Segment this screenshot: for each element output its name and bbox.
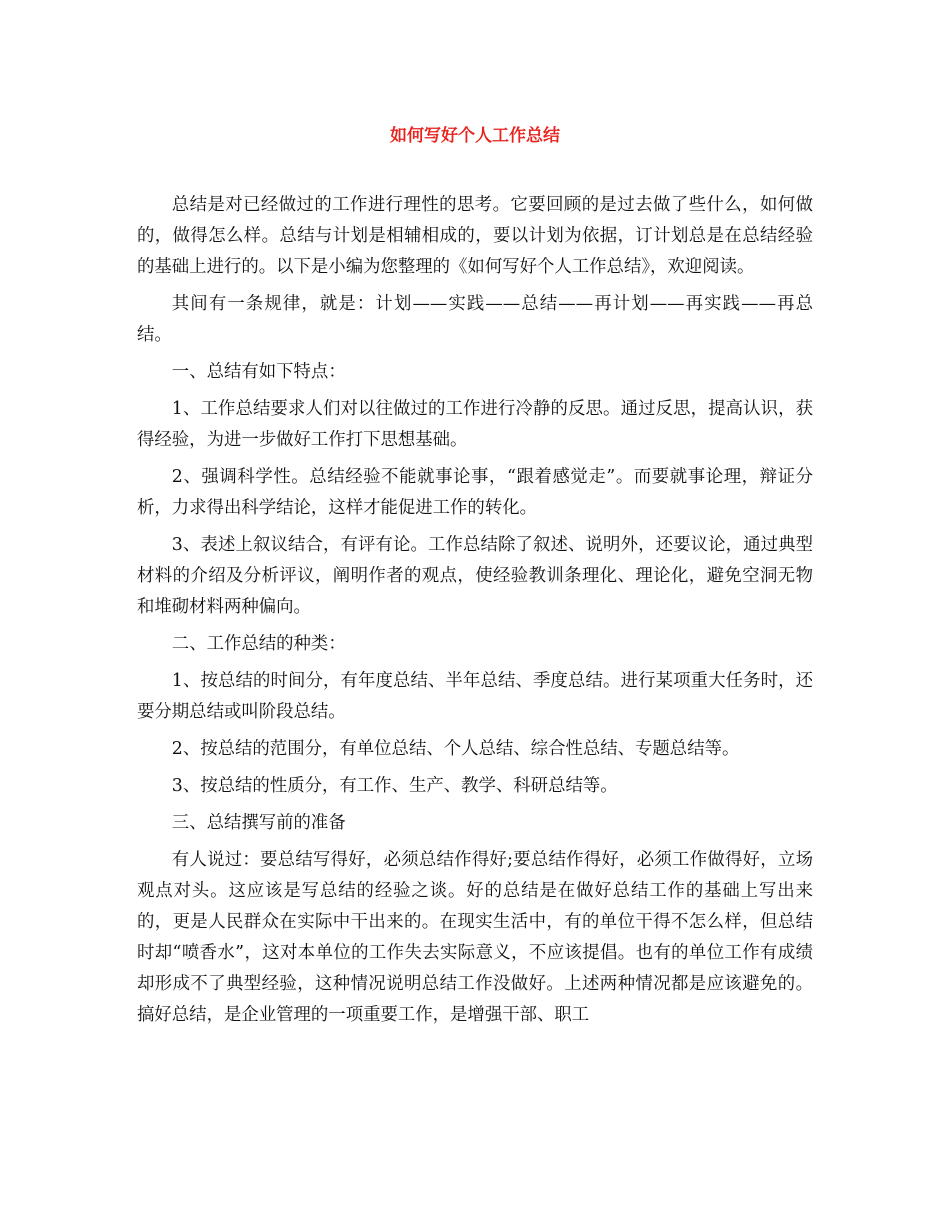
section-heading-types: 二、工作总结的种类： xyxy=(171,634,346,654)
document-body xyxy=(137,190,813,1037)
document-title: 如何写好个人工作总结 xyxy=(390,126,560,146)
paragraph-intro: 总结是对已经做过的工作进行理性的思考。它要回顾的是过去做了些什么，如何做的，做得怎么样。总结与计划是相辅相成的，要以计划为依据，订计划总是在总结经验的基础上进行的。以下是小编为您整理的《如何写好个人工作总结》，欢迎阅读。 xyxy=(137,195,813,277)
section-heading-features: 一、总结有如下特点： xyxy=(171,362,346,382)
paragraph-feature-1: 1、工作总结要求人们对以往做过的工作进行冷静的反思。通过反思，提高认识，获得经验，为进一步做好工作打下思想基础。 xyxy=(137,399,813,450)
paragraph-type-3: 3、按总结的性质分，有工作、生产、教学、科研总结等。 xyxy=(171,776,618,796)
section-heading-preparation: 三、总结撰写前的准备 xyxy=(171,813,346,833)
paragraph-feature-3: 3、表述上叙议结合，有评有论。工作总结除了叙述、说明外，还要议论，通过典型材料的介绍及分析评议，阐明作者的观点，使经验教训条理化、理论化，避免空洞无物和堆砌材料两种偏向。 xyxy=(137,535,813,617)
paragraph-type-2: 2、按总结的范围分，有单位总结、个人总结、综合性总结、专题总结等。 xyxy=(171,739,740,759)
paragraph-type-1: 1、按总结的时间分，有年度总结、半年总结、季度总结。进行某项重大任务时，还要分期总结或叫阶段总结。 xyxy=(137,671,813,722)
paragraph-preparation: 有人说过：要总结写得好，必须总结作得好;要总结作得好，必须工作做得好，立场观点对头。这应该是写总结的经验之谈。好的总结是在做好总结工作的基础上写出来的，更是人民群众在实际中干出来的。在现实生活中，有的单位干得不怎么样，但总结时却“喷香水”，这对本单位的工作失去实际意义，不应该提倡。也有的单位工作有成绩却形成不了典型经验，这种情况说明总结工作没做好。上述两种情况都是应该避免的。搞好总结，是企业管理的一项重要工作，是增强干部、职工 xyxy=(137,850,813,1025)
paragraph-feature-2: 2、强调科学性。总结经验不能就事论事，“跟着感觉走”。而要就事论理，辩证分析，力求得出科学结论，这样才能促进工作的转化。 xyxy=(137,467,813,518)
paragraph-rule: 其间有一条规律，就是：计划——实践——总结——再计划——再实践——再总结。 xyxy=(137,294,813,345)
